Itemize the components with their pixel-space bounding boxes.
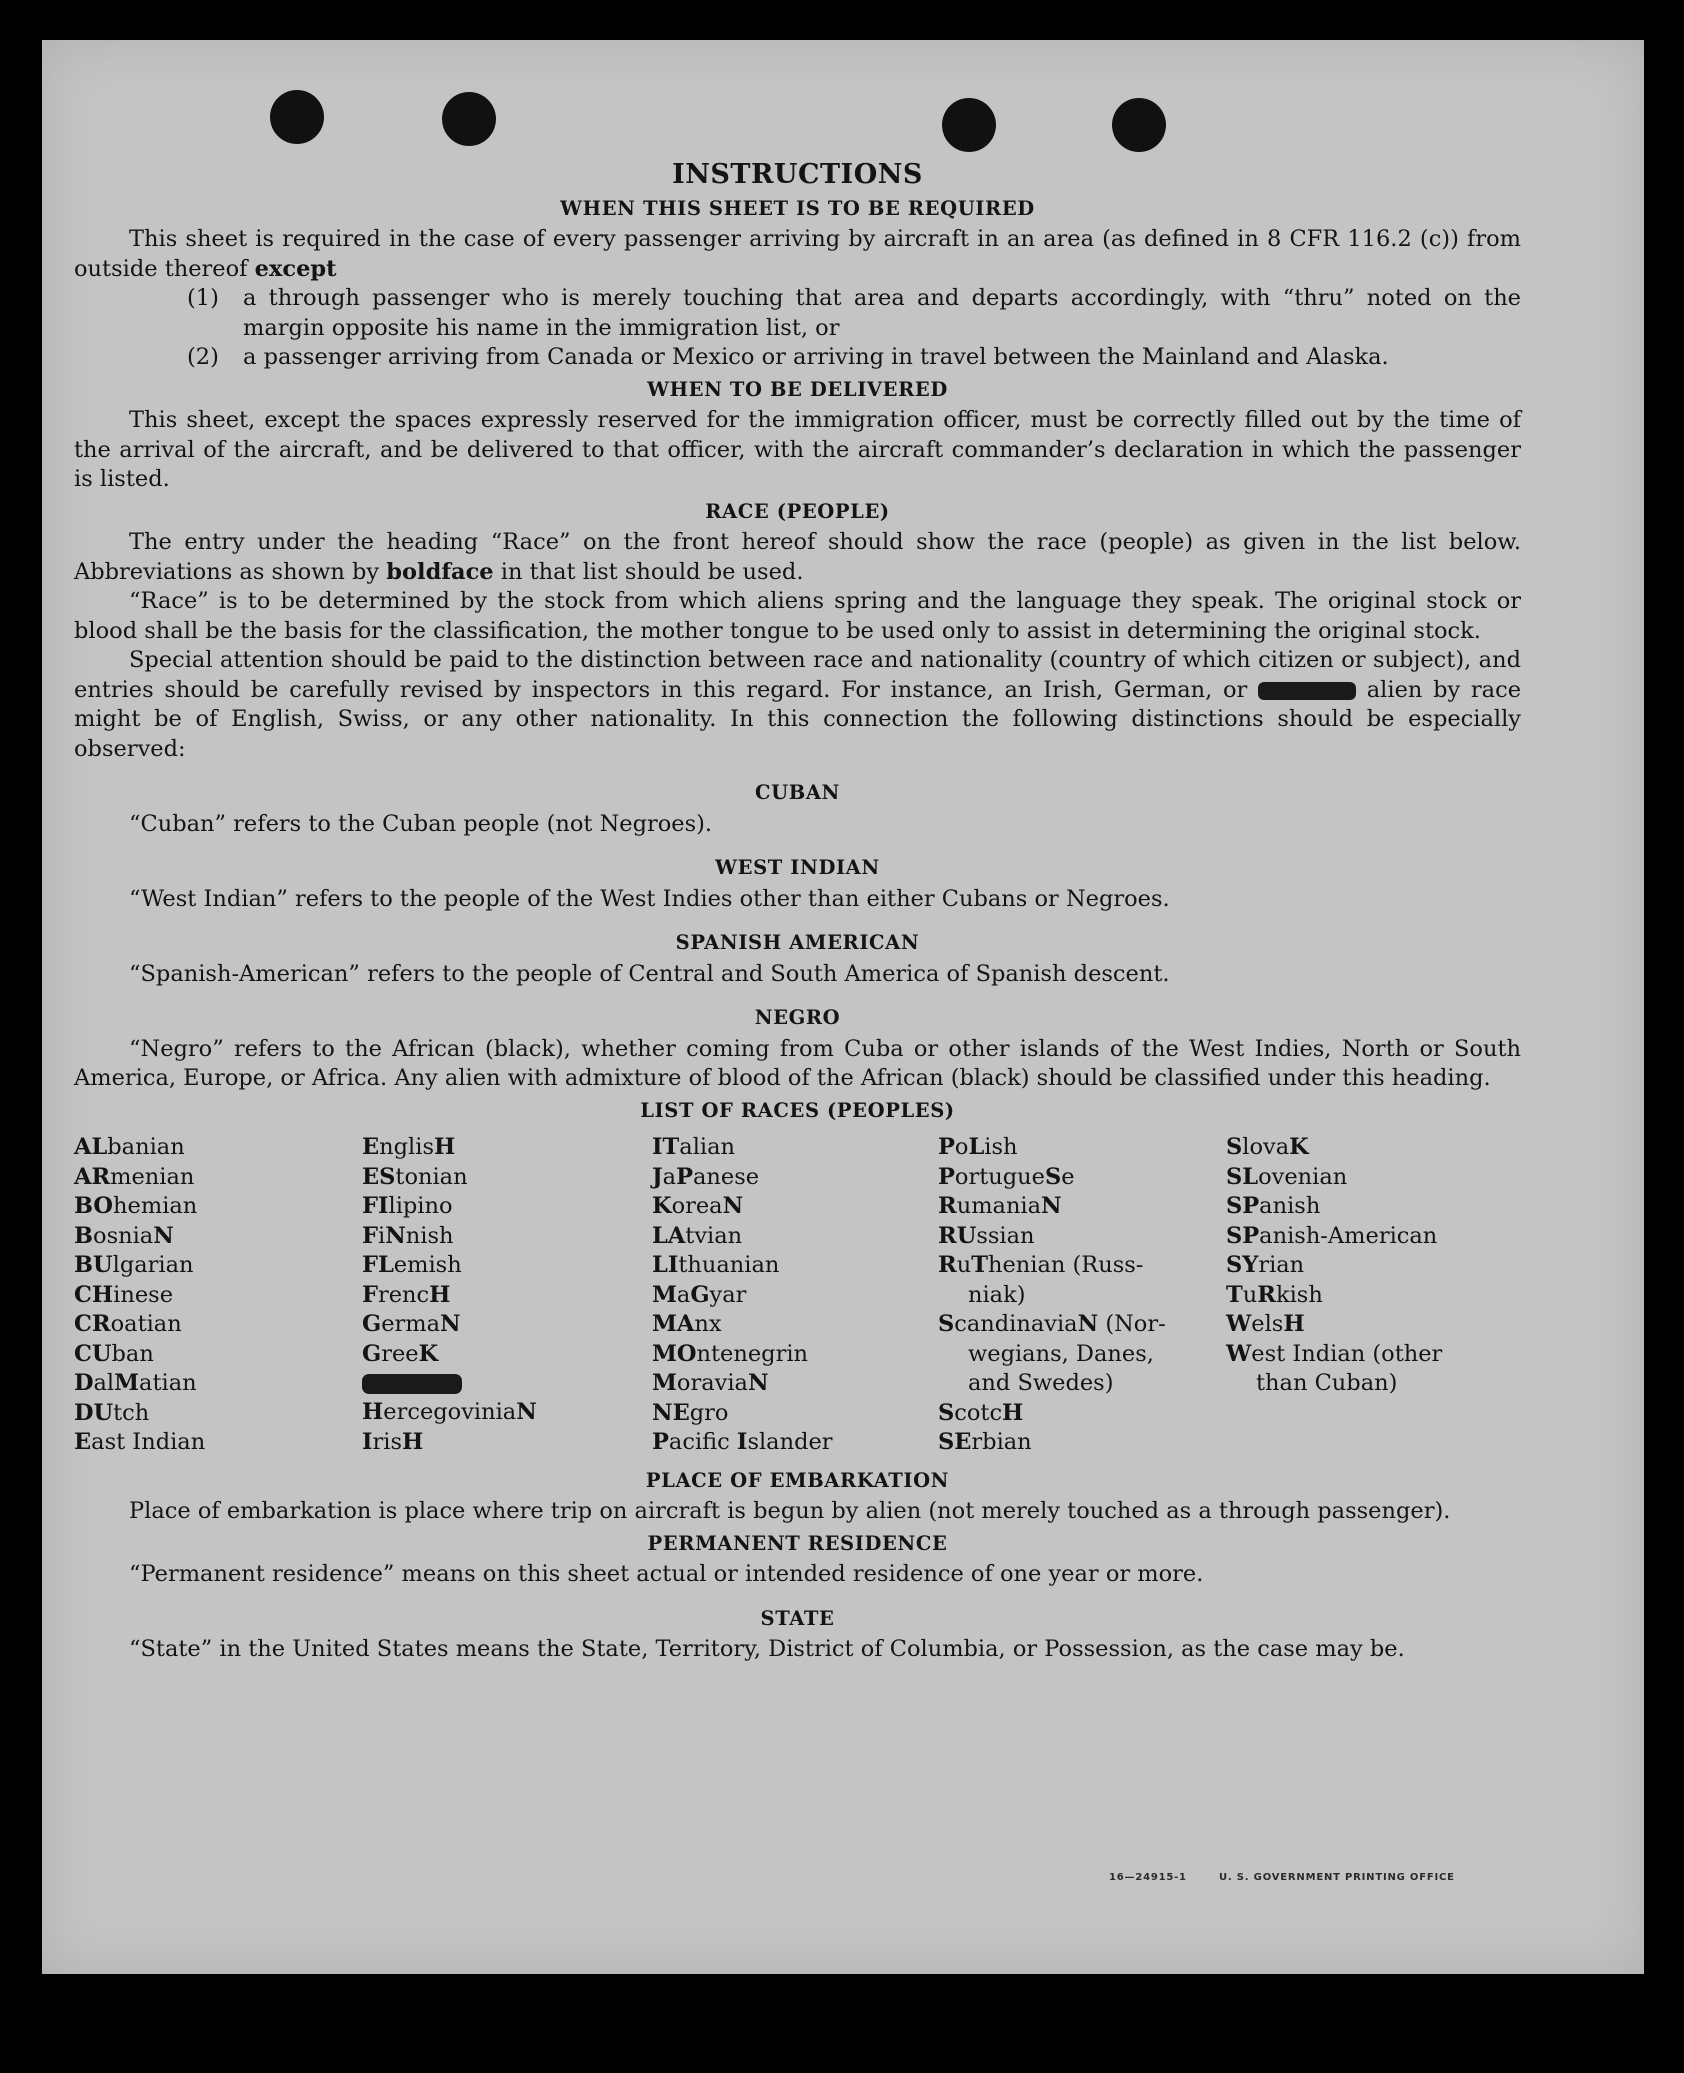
section-heading-negro: NEGRO <box>754 1006 841 1029</box>
race-entry: ALbanian <box>74 1134 185 1160</box>
race-entry: RUssian <box>938 1222 1035 1249</box>
race-entry: FIlipino <box>362 1193 453 1219</box>
race-entry: RumaniaN <box>938 1193 1062 1219</box>
cuban-text: “Cuban” refers to the Cuban people (not Negroes). <box>129 810 713 837</box>
section-heading-embarkation: PLACE OF EMBARKATION <box>645 1468 950 1492</box>
race-column <box>938 1133 1226 1458</box>
race-column <box>652 1133 938 1458</box>
race-entry: West Indian (other <box>1226 1340 1443 1367</box>
exception-item: (1) a through passenger who is merely touching that area and departs accordingly, with “thru” noted on the margin opposite his name in the immigration list, or <box>187 285 1521 341</box>
race-entry: MaGyar <box>652 1281 747 1308</box>
race-entry: LIthuanian <box>652 1252 780 1278</box>
race-entry: TuRkish <box>1226 1281 1323 1308</box>
section-heading-race-list: LIST OF RACES (PEOPLES) <box>640 1098 955 1122</box>
section-heading-required: WHEN THIS SHEET IS TO BE REQUIRED <box>560 196 1035 220</box>
race-entry: ScotcH <box>938 1399 1024 1426</box>
race-entry: MOntenegrin <box>652 1340 809 1367</box>
exception-item: (2) a passenger arriving from Canada or Mexico or arriving in travel between the Mainland and Alaska. <box>187 344 1389 370</box>
race-entry: CUban <box>74 1340 154 1367</box>
race-entry: KoreaN <box>652 1193 744 1219</box>
race-entry: SlovaK <box>1226 1134 1309 1160</box>
negro-text: “Negro” refers to the African (black), whether coming from Cuba or other islands of the West Indies, North or South America, Europe, or Africa. Any alien with admixture of blood of the African (black) should be classified under this heading. <box>74 1035 1521 1091</box>
race-entry: RuThenian (Russ- <box>938 1252 1144 1278</box>
race-entry: CRoatian <box>74 1311 182 1337</box>
race-entry: and Swedes) <box>968 1370 1114 1396</box>
printer-credit: U. S. GOVERNMENT PRINTING OFFICE <box>1219 1872 1455 1883</box>
race-column <box>1226 1133 1476 1458</box>
race-entry: IrisH <box>362 1428 424 1455</box>
race-entry: JaPanese <box>652 1163 760 1190</box>
section-heading-spanish-american: SPANISH AMERICAN <box>675 931 920 954</box>
race-entry: PortugueSe <box>938 1163 1075 1190</box>
race-entry: BOhemian <box>74 1193 198 1219</box>
redaction-mark <box>362 1374 462 1394</box>
west-indian-text: “West Indian” refers to the people of the West Indies other than either Cubans or Negroes. <box>129 885 1170 912</box>
race-entry: SPanish-American <box>1226 1222 1438 1249</box>
page-title: INSTRUCTIONS <box>672 159 923 190</box>
instructions-body <box>74 160 1521 1665</box>
race-entry: FrencH <box>362 1281 451 1308</box>
punch-hole <box>1112 98 1166 152</box>
embarkation-text: Place of embarkation is place where trip on aircraft is begun by alien (not merely touched as a through passenger). <box>129 1498 1451 1524</box>
race-paragraph-2: “Race” is to be determined by the stock from which aliens spring and the language they speak. The original stock or blood shall be the basis for the classification, the mother tongue to be used only to assist in determining the original stock. <box>74 588 1521 644</box>
race-entry: FLemish <box>362 1252 462 1278</box>
document-page <box>42 40 1644 1974</box>
section-heading-state: STATE <box>760 1606 835 1630</box>
form-number: 16—24915-1 <box>1109 1872 1187 1883</box>
race-entry: CHinese <box>74 1281 174 1308</box>
redaction-mark <box>1258 682 1356 700</box>
race-entry: GermaN <box>362 1311 461 1337</box>
race-entry: GreeK <box>362 1340 439 1367</box>
race-paragraph-3: Special attention should be paid to the distinction between race and nationality (country of which citizen or subject), and entries should be carefully revised by inspectors in this regard. For instance, an Irish, German, or alien by race might be of English, Swiss, or any other nationality. In this connection the following distinctions should be especially observed: <box>74 647 1522 762</box>
race-entry: than Cuban) <box>1256 1370 1398 1396</box>
race-entry: MoraviaN <box>652 1370 769 1396</box>
race-entry: HercegoviniaN <box>362 1399 537 1425</box>
race-entry: PoLish <box>938 1134 1018 1160</box>
race-entry: ScandinaviaN (Nor- <box>938 1311 1166 1337</box>
race-column <box>362 1133 652 1458</box>
race-entry: East Indian <box>74 1429 206 1455</box>
race-entry: DUtch <box>74 1399 150 1426</box>
punch-hole <box>270 90 324 144</box>
race-entry: DalMatian <box>74 1370 197 1396</box>
race-entry: FiNnish <box>362 1222 454 1249</box>
required-intro: This sheet is required in the case of every passenger arriving by aircraft in an area (as defined in 8 CFR 116.2 (c)) from outside thereof except <box>74 226 1521 282</box>
race-entry: Pacific Islander <box>652 1429 833 1455</box>
race-list <box>74 1133 1521 1458</box>
section-heading-west-indian: WEST INDIAN <box>715 856 880 879</box>
race-entry: BUlgarian <box>74 1252 194 1278</box>
race-entry: MAnx <box>652 1311 722 1337</box>
race-entry: NEgro <box>652 1399 729 1426</box>
race-entry: SYrian <box>1226 1252 1305 1278</box>
state-text: “State” in the United States means the State, Territory, District of Columbia, or Possession, as the case may be. <box>129 1636 1405 1662</box>
race-entry: EStonian <box>362 1163 468 1190</box>
residence-text: “Permanent residence” means on this sheet actual or intended residence of one year or more. <box>129 1561 1204 1587</box>
punch-hole <box>942 98 996 152</box>
race-entry: EnglisH <box>362 1134 456 1160</box>
race-column <box>74 1133 362 1458</box>
race-entry: niak) <box>968 1281 1026 1308</box>
race-entry: ITalian <box>652 1134 735 1160</box>
race-entry: ARmenian <box>74 1163 195 1190</box>
section-heading-race: RACE (PEOPLE) <box>705 499 890 523</box>
section-heading-cuban: CUBAN <box>755 781 840 804</box>
race-paragraph-1: The entry under the heading “Race” on the front hereof should show the race (people) as given in the list below. Abbreviations as shown by boldface in that list should be used. <box>74 529 1521 585</box>
spanish-american-text: “Spanish-American” refers to the people of Central and South America of Spanish descent. <box>129 960 1170 987</box>
race-entry: SErbian <box>938 1429 1032 1455</box>
race-entry: WelsH <box>1226 1311 1305 1337</box>
race-entry: LAtvian <box>652 1222 743 1249</box>
delivered-text: This sheet, except the spaces expressly reserved for the immigration officer, must be correctly filled out by the time of the arrival of the aircraft, and be delivered to that officer, with the aircraft commander’s declaration in which the passenger is listed. <box>74 407 1521 492</box>
section-heading-delivered: WHEN TO BE DELIVERED <box>647 377 948 401</box>
race-entry: SLovenian <box>1226 1163 1348 1190</box>
punch-hole <box>442 92 496 146</box>
section-heading-residence: PERMANENT RESIDENCE <box>647 1531 948 1555</box>
race-entry: BosniaN <box>74 1222 174 1249</box>
race-entry: wegians, Danes, <box>968 1340 1154 1367</box>
race-entry: SPanish <box>1226 1193 1321 1219</box>
